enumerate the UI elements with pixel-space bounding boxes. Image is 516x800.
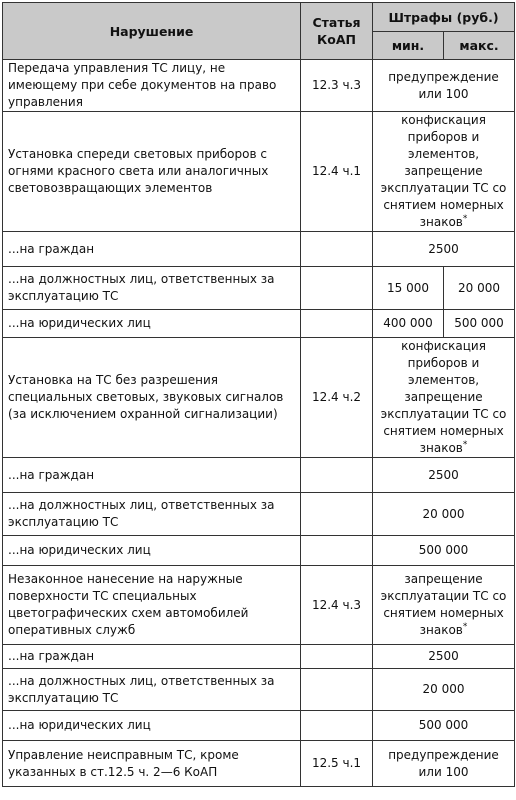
max-cell: 20 000 <box>444 267 515 310</box>
violation-cell: Установка на ТС без разрешения специальных световых, звуковых сигналов (за исключением охранной сигнализации) <box>3 338 301 458</box>
penalty-cell: 20 000 <box>373 493 515 536</box>
min-cell: 400 000 <box>373 310 444 338</box>
table-row <box>3 493 515 536</box>
article-cell <box>301 267 373 310</box>
table-row <box>3 536 515 566</box>
table-row <box>3 566 515 645</box>
violation-cell: ...на должностных лиц, ответственных за эксплуатацию ТС <box>3 493 301 536</box>
penalty-cell: 500 000 <box>373 711 515 741</box>
article-cell <box>301 493 373 536</box>
header-article-line2: КоАП <box>317 32 356 47</box>
penalty-cell: 2500 <box>373 458 515 493</box>
penalty-cell: 2500 <box>373 645 515 669</box>
penalty-cell: предупреждение или 100 <box>373 741 515 787</box>
article-cell: 12.4 ч.2 <box>301 338 373 458</box>
violation-cell: ...на должностных лиц, ответственных за эксплуатацию ТС <box>3 669 301 711</box>
table-row <box>3 711 515 741</box>
violation-cell: Передача управления ТС лицу, не имеющему при себе документов на право управления <box>3 60 301 112</box>
table-row <box>3 338 515 458</box>
violation-cell: ...на юридических лиц <box>3 711 301 741</box>
header-max: макс. <box>444 32 515 60</box>
table-row <box>3 458 515 493</box>
header-min: мин. <box>373 32 444 60</box>
article-cell: 12.4 ч.1 <box>301 112 373 232</box>
table-row <box>3 741 515 787</box>
article-cell <box>301 232 373 267</box>
table-row <box>3 645 515 669</box>
penalty-cell: 500 000 <box>373 536 515 566</box>
article-cell <box>301 458 373 493</box>
article-cell: 12.5 ч.1 <box>301 741 373 787</box>
violation-cell: Управление неисправным ТС, кроме указанных в ст.12.5 ч. 2—6 КоАП <box>3 741 301 787</box>
article-cell: 12.4 ч.3 <box>301 566 373 645</box>
penalty-cell <box>373 566 515 645</box>
table-row <box>3 310 515 338</box>
penalty-cell <box>373 112 515 232</box>
penalty-cell: 2500 <box>373 232 515 267</box>
footnote-mark: * <box>462 214 468 224</box>
max-cell: 500 000 <box>444 310 515 338</box>
violation-cell: ...на граждан <box>3 232 301 267</box>
header-violation: Нарушение <box>3 3 301 60</box>
footnote-mark: * <box>462 440 468 450</box>
table-row <box>3 669 515 711</box>
penalty-cell <box>373 338 515 458</box>
violation-cell: ...на граждан <box>3 645 301 669</box>
article-cell <box>301 310 373 338</box>
table-row <box>3 267 515 310</box>
penalty-cell: 20 000 <box>373 669 515 711</box>
violation-cell: ...на граждан <box>3 458 301 493</box>
violation-cell: ...на должностных лиц, ответственных за эксплуатацию ТС <box>3 267 301 310</box>
min-cell: 15 000 <box>373 267 444 310</box>
article-cell: 12.3 ч.3 <box>301 60 373 112</box>
penalty-text: запрещение эксплуатации ТС со снятием номерных знаков <box>380 572 507 637</box>
violation-cell: ...на юридических лиц <box>3 310 301 338</box>
violation-cell: Установка спереди световых приборов с огнями красного света или аналогичных световозвращающих элементов <box>3 112 301 232</box>
article-cell <box>301 645 373 669</box>
header-article <box>301 3 373 60</box>
footnote-mark: * <box>462 622 468 632</box>
violation-cell: Незаконное нанесение на наружные поверхности ТС специальных цветографических схем автомобилей оперативных служб <box>3 566 301 645</box>
table-row <box>3 232 515 267</box>
article-cell <box>301 536 373 566</box>
penalty-text: конфискация приборов и элементов, запрещение эксплуатации ТС со снятием номерных знаков <box>380 339 507 455</box>
penalty-cell: предупреждение или 100 <box>373 60 515 112</box>
header-article-line1: Статья <box>312 15 361 30</box>
header-fines: Штрафы (руб.) <box>373 3 515 32</box>
violation-cell: ...на юридических лиц <box>3 536 301 566</box>
article-cell <box>301 669 373 711</box>
penalty-text: конфискация приборов и элементов, запрещение эксплуатации ТС со снятием номерных знаков <box>380 113 507 229</box>
table-row <box>3 60 515 112</box>
article-cell <box>301 711 373 741</box>
table-row <box>3 112 515 232</box>
fines-table <box>2 2 515 787</box>
